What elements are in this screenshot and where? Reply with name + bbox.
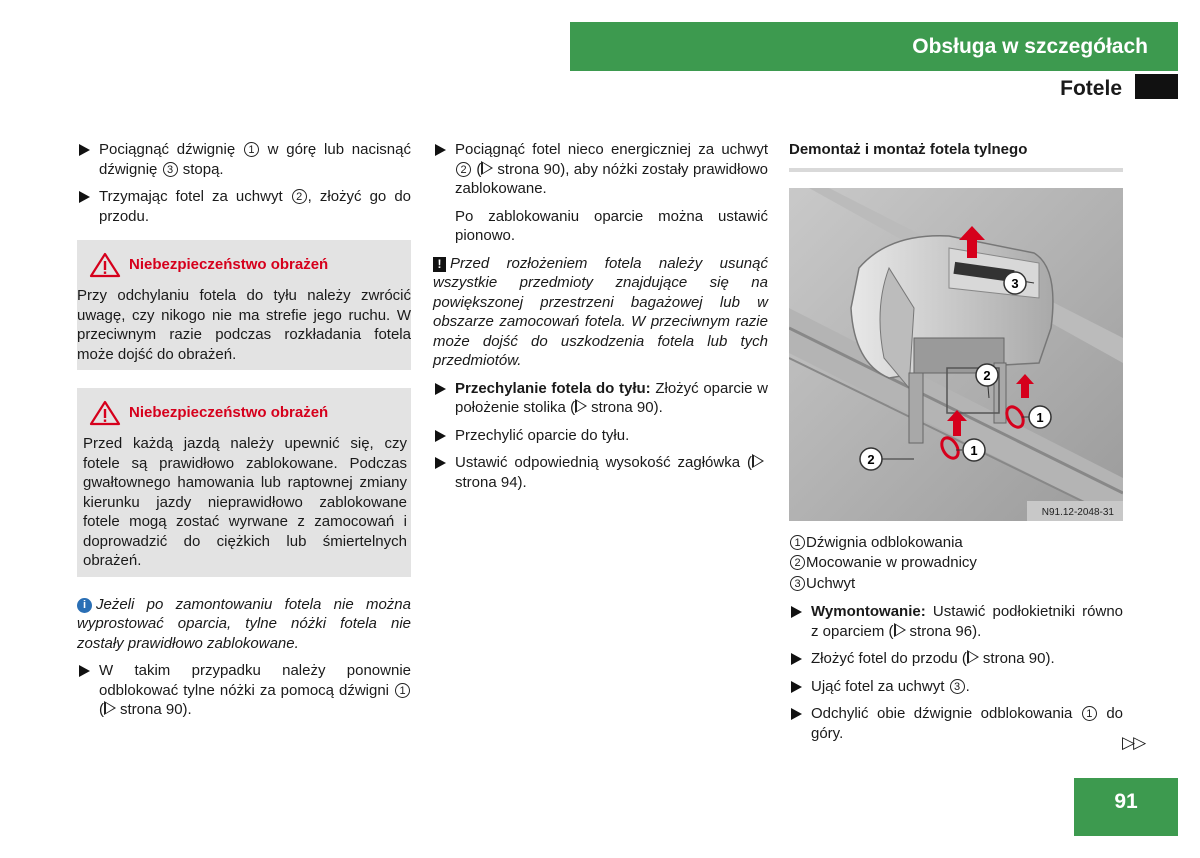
info-note: i Jeżeli po zamontowaniu fotela nie można wyprostować oparcia, tylne nóżki fotela nie zostały prawidłowo zablokowane. (77, 595, 411, 652)
page-ref-icon (481, 161, 493, 175)
callout-number: 1 (1082, 706, 1097, 721)
step-pull-lever: Pociągnąć dźwignię 1 w górę lub nacisnąć dźwignię 3 stopą. (77, 140, 411, 179)
callout-number: 2 (292, 189, 307, 204)
paragraph: Po zablokowaniu oparcie można ustawić pionowo. (455, 207, 768, 244)
step-fold-forward: Złożyć fotel do przodu ( strona 90). (789, 649, 1123, 669)
warning-title: Niebezpieczeństwo obrażeń (129, 404, 329, 422)
column-middle (433, 140, 768, 500)
callout-number: 3 (163, 162, 178, 177)
warning-title: Niebezpieczeństwo obrażeń (129, 256, 329, 274)
step-headrest: Ustawić odpowiednią wysokość zagłówka (strona 94). (433, 453, 768, 492)
step-raise-levers: Odchylić obie dźwignie odblokowania 1 do góry. (789, 704, 1123, 743)
step-removal-armrests: Wymontowanie: Ustawić podłokietniki równo z oparciem ( strona 96). (789, 602, 1123, 641)
warning-text: Przed każdą jazdą należy upewnić się, czy fotele są prawidłowo zablokowane. Podczas gwałtownego hamowania lub raptownej zmiany kierunku jazdy nieprawidłowo zablokowane fotele mogą zostać wyrwane z zamocowań i doprowadzić do ciężkich lub śmiertelnych obrażeń. (83, 435, 407, 569)
step-fold-seat: Trzymając fotel za uchwyt 2 , złożyć go do przodu. (77, 187, 411, 226)
legend-item: 1 Dźwignia odblokowania (789, 533, 1123, 553)
warning-box (77, 388, 411, 577)
page-ref-icon (967, 650, 979, 664)
bullet-arrow-icon (435, 430, 446, 442)
figure-legend (789, 533, 1123, 594)
svg-text:1: 1 (970, 442, 978, 458)
bullet-arrow-icon (79, 665, 90, 677)
step-tilt-back: Przechylanie fotela do tyłu: Złożyć oparcie w położenie stolika ( strona 90). (433, 379, 768, 418)
legend-item: 3 Uchwyt (789, 574, 1123, 594)
callout-number: 2 (456, 162, 471, 177)
bullet-arrow-icon (791, 681, 802, 693)
page-ref-icon (104, 701, 116, 715)
bullet-arrow-icon (435, 457, 446, 469)
svg-text:2: 2 (867, 451, 875, 467)
exclamation-icon: ! (433, 257, 446, 272)
warning-box (77, 240, 411, 370)
warning-text: Przy odchylaniu fotela do tyłu należy zwrócić uwagę, czy nikogo nie ma strefie jego ruchu. W przeciwnym razie podczas rozkładania fotela może dojść do obrażeń. (77, 287, 411, 363)
section-tab-marker (1135, 74, 1178, 99)
column-right (789, 140, 1123, 751)
warning-triangle-icon (89, 252, 121, 278)
bullet-arrow-icon (79, 144, 90, 156)
step-grab-handle: Ująć fotel za uchwyt 3 . (789, 677, 1123, 697)
figure-code: N91.12-2048-31 (1041, 506, 1114, 518)
page-ref-icon (752, 454, 764, 468)
continued-marker: ▷▷ (1122, 733, 1145, 752)
callout-number: 1 (395, 683, 410, 698)
callout-number: 1 (790, 535, 805, 550)
chapter-title: Obsługa w szczegółach (912, 35, 1148, 58)
callout-number: 2 (790, 555, 805, 570)
step-pull-seat: Pociągnąć fotel nieco energiczniej za uchwyt 2 ( strona 90), aby nóżki zostały prawidłowo zablokowane. (433, 140, 768, 199)
subsection-heading: Demontaż i montaż fotela tylnego (789, 140, 1123, 172)
svg-text:1: 1 (1036, 409, 1044, 425)
page-ref-icon (894, 623, 906, 637)
chapter-header (570, 22, 1178, 71)
bullet-arrow-icon (791, 653, 802, 665)
legend-item: 2 Mocowanie w prowadnicy (789, 553, 1123, 573)
bullet-arrow-icon (79, 191, 90, 203)
svg-text:2: 2 (983, 367, 991, 383)
bullet-arrow-icon (791, 708, 802, 720)
step-unlock-legs: W takim przypadku należy ponownie odblokować tylne nóżki za pomocą dźwigni 1 ( strona 90). (77, 661, 411, 720)
section-title: Fotele (1060, 77, 1122, 100)
page-number: 91 (1074, 778, 1178, 836)
info-icon: i (77, 598, 92, 613)
column-left (77, 140, 411, 728)
bullet-arrow-icon (435, 144, 446, 156)
warning-triangle-icon (89, 400, 121, 426)
svg-text:3: 3 (1011, 275, 1019, 291)
bullet-arrow-icon (435, 383, 446, 395)
callout-number: 3 (790, 576, 805, 591)
seat-removal-figure (789, 188, 1123, 521)
step-tilt-backrest: Przechylić oparcie do tyłu. (433, 426, 768, 446)
caution-note: ! Przed rozłożeniem fotela należy usunąć wszystkie przedmioty znajdujące się na powiększonej przestrzeni bagażowej lub w obszarze zamocowań fotela. W przeciwnym razie może dojść do uszkodzenia fotela lub tych przedmiotów. (433, 254, 768, 369)
page-ref-icon (575, 399, 587, 413)
callout-number: 3 (950, 679, 965, 694)
callout-number: 1 (244, 142, 259, 157)
bullet-arrow-icon (791, 606, 802, 618)
